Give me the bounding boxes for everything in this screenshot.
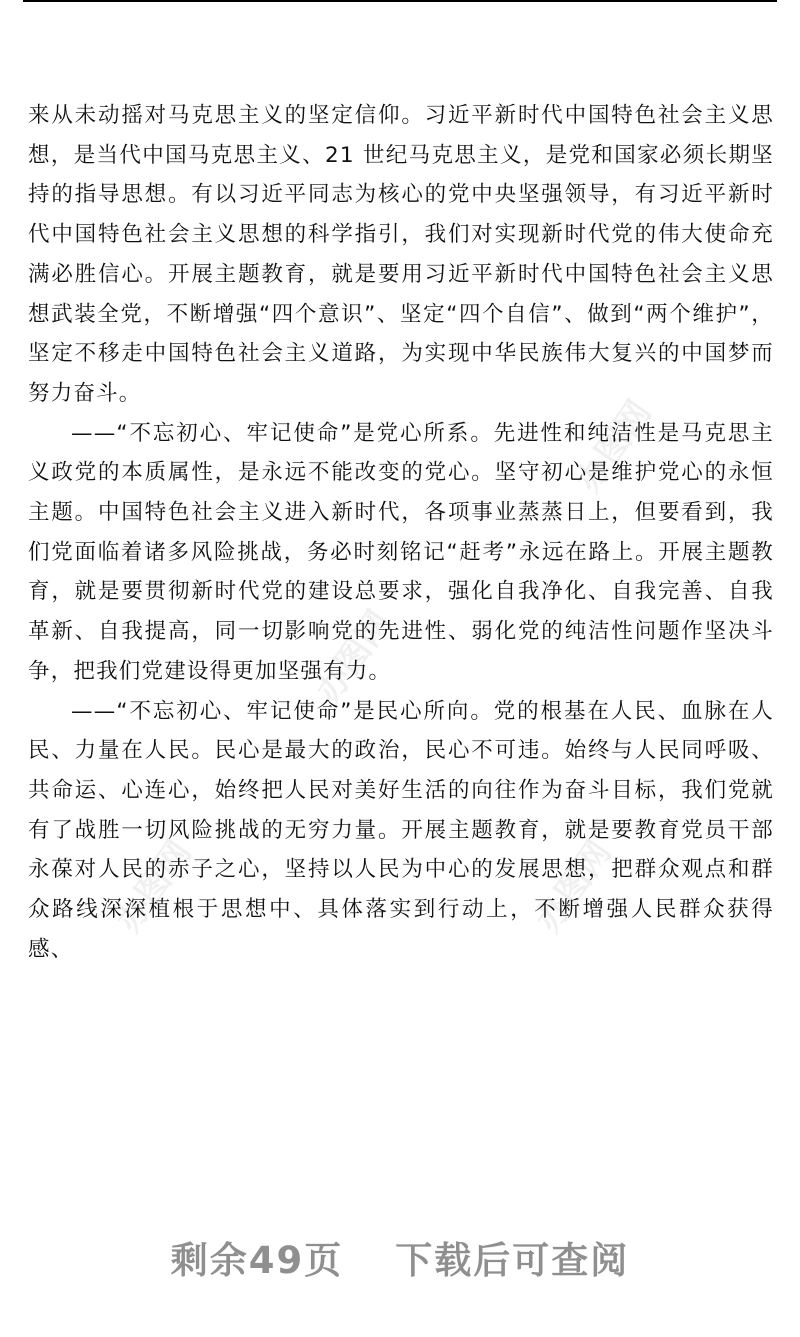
- paragraph-2: ——“不忘初心、牢记使命”是党心所系。先进性和纯洁性是马克思主义政党的本质属性，是永远不能改变的党心。坚守初心是维护党心的永恒主题。中国特色社会主义进入新时代，各项事业蒸蒸日上，但要看到，我们党面临着诸多风险挑战，务必时刻铭记“赶考”永远在路上。开展主题教育，就是要贯彻新时代党的建设总要求，强化自我净化、自我完善、自我革新、自我提高，同一切影响党的先进性、弱化党的纯洁性问题作坚决斗争，把我们党建设得更加坚强有力。: [28, 420, 774, 684]
- watermark: 办图网: [308, 603, 400, 710]
- paragraph-3: ——“不忘初心、牢记使命”是民心所向。党的根基在人民、血脉在人民、力量在人民。民心是最大的政治，民心不可违。始终与人民同呼吸、共命运、心连心，始终把人民对美好生活的向往作为奋斗目标，我们党就有了战胜一切风险挑战的无穷力量。开展主题教育，就是要教育党员干部永葆对人民的赤子之心，坚持以人民为中心的发展思想，把群众观点和群众路线深深植根于思想中、具体落实到行动上，不断增强人民群众获得感、: [28, 698, 774, 962]
- download-banner[interactable]: [0, 1230, 800, 1284]
- remaining-pages-label: 剩余49页: [170, 1239, 344, 1282]
- paragraph-1: 来从未动摇对马克思主义的坚定信仰。习近平新时代中国特色社会主义思想，是当代中国马克思主义、21 世纪马克思主义，是党和国家必须长期坚持的指导思想。有以习近平同志为核心的党中央坚强领导，有习近平新时代中国特色社会主义思想的科学指引，我们对实现新时代党的伟大使命充满必胜信心。开展主题教育，就是要用习近平新时代中国特色社会主义思想武装全党，不断增强“四个意识”、坚定“四个自信”、做到“两个维护”，坚定不移走中国特色社会主义道路，为实现中华民族伟大复兴的中国梦而努力奋斗。: [28, 103, 774, 406]
- watermark: 办图网: [528, 833, 620, 940]
- download-hint-label: 下载后可查阅: [395, 1239, 630, 1282]
- document-body: [28, 96, 774, 969]
- watermark: 办图网: [108, 833, 200, 940]
- watermark: 办图网: [568, 393, 660, 500]
- top-rule: [23, 0, 777, 2]
